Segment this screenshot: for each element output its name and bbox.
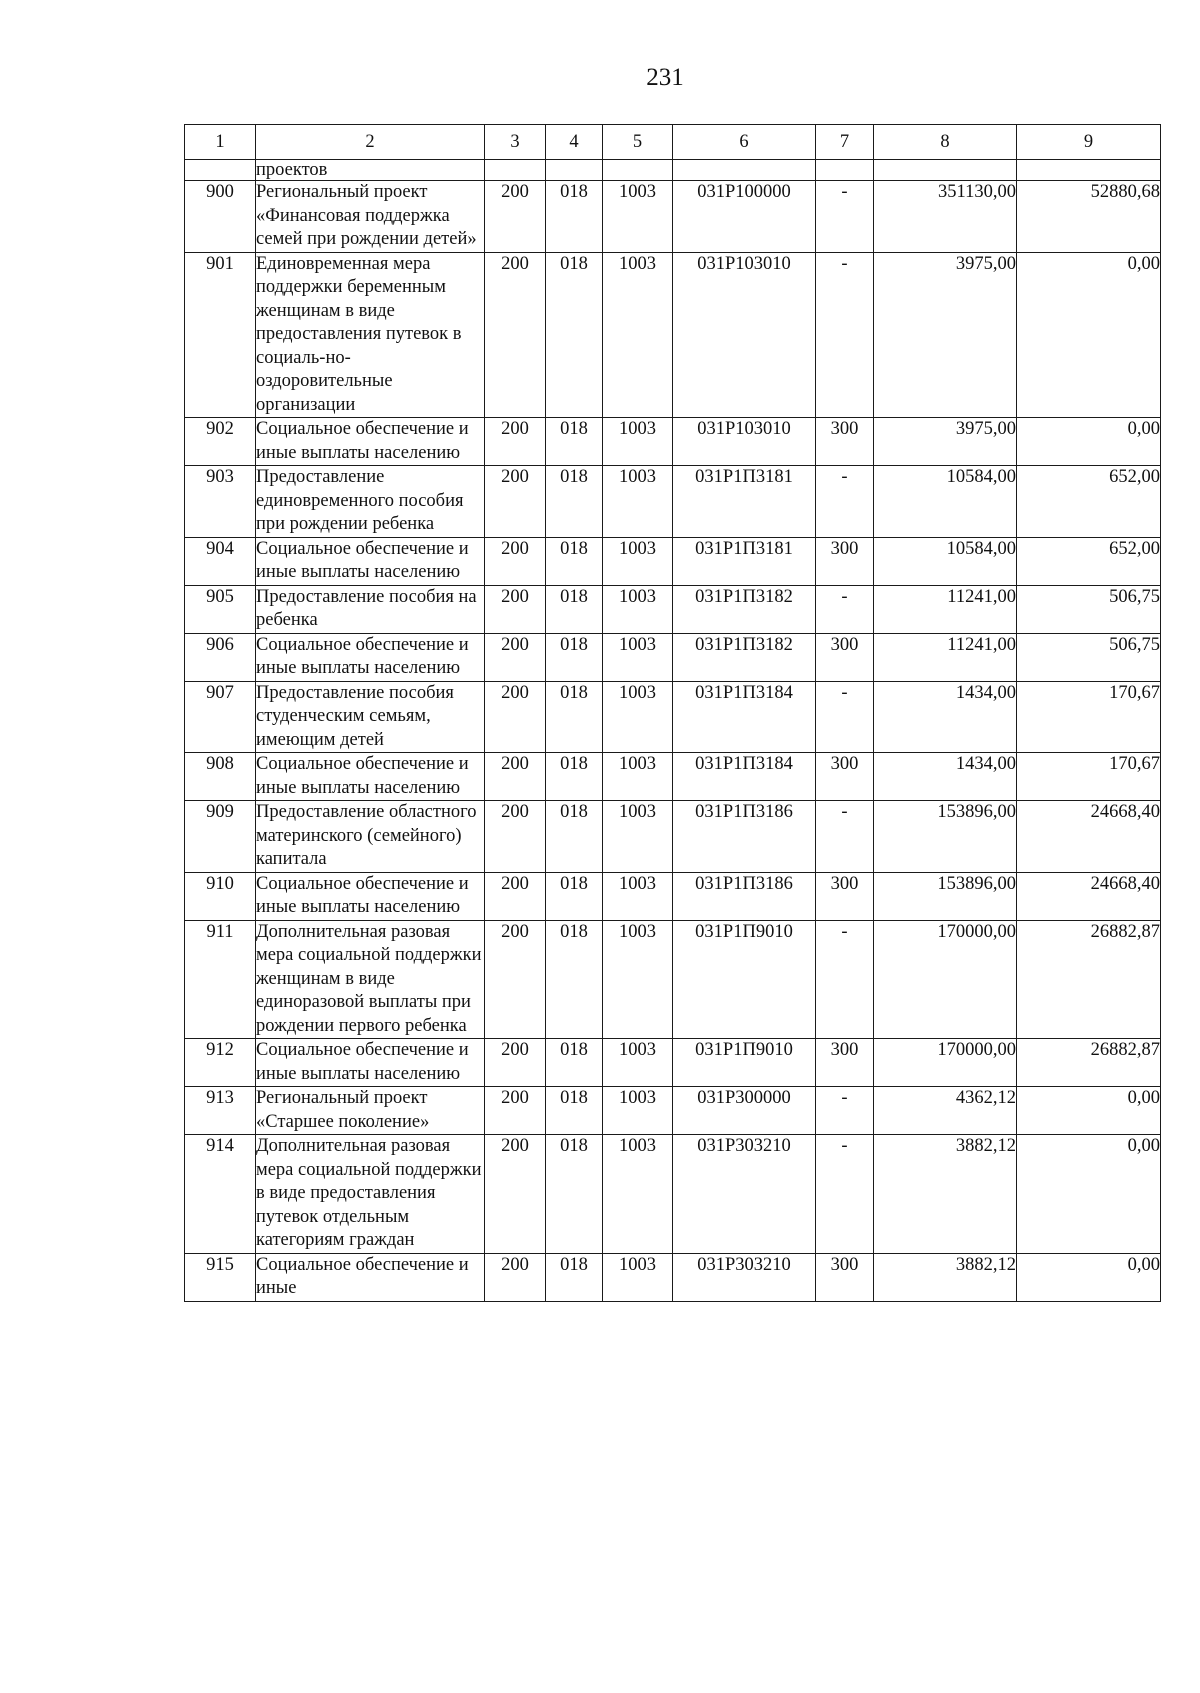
cell-subsection: 1003 [603, 753, 673, 801]
cell-name: Социальное обеспечение и иные [256, 1253, 485, 1301]
cell-subsection: 1003 [603, 418, 673, 466]
cell-name: Единовременная мера поддержки беременным женщинам в виде предоставления путевок в социаль-но-оздоровительные организации [256, 252, 485, 418]
cell-row-number: 906 [185, 633, 256, 681]
cell-target-article: 031P303210 [673, 1135, 816, 1254]
cell-subsection: 1003 [603, 1135, 673, 1254]
cell-target-article: 031P1П3186 [673, 872, 816, 920]
cell-name: Социальное обеспечение и иные выплаты населению [256, 633, 485, 681]
table-row [185, 252, 1161, 418]
cell-target-article: 031P1П9010 [673, 1039, 816, 1087]
cell-executed-amount: 506,75 [1017, 633, 1161, 681]
cell-expense-type: 300 [816, 1253, 874, 1301]
cell-plan-amount: 3882,12 [874, 1135, 1017, 1254]
cell-section: 200 [485, 585, 546, 633]
cell-executed-amount: 652,00 [1017, 537, 1161, 585]
cell-section: 200 [485, 252, 546, 418]
cell-target-article: 031P1П9010 [673, 920, 816, 1039]
cell-row-number: 900 [185, 181, 256, 253]
cell-subsection: 1003 [603, 466, 673, 538]
table-row [185, 681, 1161, 753]
header-cell: 9 [1017, 125, 1161, 160]
cell-row-number: 913 [185, 1087, 256, 1135]
cell-code: 018 [546, 753, 603, 801]
cell-subsection: 1003 [603, 252, 673, 418]
budget-table [184, 124, 1161, 1302]
cell-expense-type: - [816, 181, 874, 253]
cell-code: 018 [546, 1087, 603, 1135]
cell-code: 018 [546, 1253, 603, 1301]
cell-target-article: 031P100000 [673, 181, 816, 253]
cell-name: Предоставление пособия студенческим семьям, имеющим детей [256, 681, 485, 753]
cell-executed-amount: 652,00 [1017, 466, 1161, 538]
cell-row-number: 912 [185, 1039, 256, 1087]
cell-target-article: 031P303210 [673, 1253, 816, 1301]
cell-executed-amount: 52880,68 [1017, 181, 1161, 253]
table-row [185, 466, 1161, 538]
cell-target-article: 031P1П3182 [673, 585, 816, 633]
cell-plan-amount: 153896,00 [874, 801, 1017, 873]
cell-row-number: 911 [185, 920, 256, 1039]
cell-expense-type: - [816, 466, 874, 538]
cell-section: 200 [485, 1135, 546, 1254]
cell-executed-amount: 506,75 [1017, 585, 1161, 633]
cell-executed-amount: 170,67 [1017, 753, 1161, 801]
cell-row-number: 908 [185, 753, 256, 801]
cell-code: 018 [546, 537, 603, 585]
cell-row-number: 905 [185, 585, 256, 633]
cell-code: 018 [546, 1135, 603, 1254]
cell-executed-amount: 0,00 [1017, 1087, 1161, 1135]
cell-expense-type: - [816, 252, 874, 418]
cell-section: 200 [485, 181, 546, 253]
table-row [185, 801, 1161, 873]
table-row [185, 1253, 1161, 1301]
continuation-text: проектов [256, 160, 485, 181]
cell-code: 018 [546, 181, 603, 253]
cell-name: Дополнительная разовая мера социальной поддержки в виде предоставления путевок отдельным категориям граждан [256, 1135, 485, 1254]
header-cell: 4 [546, 125, 603, 160]
table-row [185, 537, 1161, 585]
page-number: 231 [646, 64, 684, 91]
header-cell: 2 [256, 125, 485, 160]
cell-executed-amount: 0,00 [1017, 252, 1161, 418]
table-row [185, 920, 1161, 1039]
cell-section: 200 [485, 1253, 546, 1301]
cell-section: 200 [485, 681, 546, 753]
cell-plan-amount: 170000,00 [874, 1039, 1017, 1087]
cell-section: 200 [485, 801, 546, 873]
cell-row-number: 914 [185, 1135, 256, 1254]
cell-executed-amount: 26882,87 [1017, 1039, 1161, 1087]
cell-expense-type: 300 [816, 537, 874, 585]
cell-name: Региональный проект «Старшее поколение» [256, 1087, 485, 1135]
cell-name: Социальное обеспечение и иные выплаты населению [256, 1039, 485, 1087]
cell-section: 200 [485, 753, 546, 801]
cell-row-number: 903 [185, 466, 256, 538]
cell-section: 200 [485, 537, 546, 585]
table-row [185, 1039, 1161, 1087]
cell-row-number: 901 [185, 252, 256, 418]
cell-name: Предоставление единовременного пособия при рождении ребенка [256, 466, 485, 538]
header-cell: 3 [485, 125, 546, 160]
table-row [185, 1087, 1161, 1135]
table-row [185, 633, 1161, 681]
cell-section: 200 [485, 872, 546, 920]
cell-expense-type: - [816, 585, 874, 633]
cell-name: Социальное обеспечение и иные выплаты населению [256, 872, 485, 920]
cell-code: 018 [546, 418, 603, 466]
cell-code: 018 [546, 633, 603, 681]
header-cell: 6 [673, 125, 816, 160]
header-cell: 7 [816, 125, 874, 160]
cell-num [185, 160, 256, 181]
cell-target-article: 031P1П3184 [673, 681, 816, 753]
table-row [185, 872, 1161, 920]
continuation-row [185, 160, 1161, 181]
cell-plan-amount: 1434,00 [874, 681, 1017, 753]
cell-target-article: 031P1П3186 [673, 801, 816, 873]
cell-expense-type: 300 [816, 872, 874, 920]
cell-row-number: 915 [185, 1253, 256, 1301]
cell-section: 200 [485, 466, 546, 538]
cell-subsection: 1003 [603, 633, 673, 681]
cell-expense-type: - [816, 920, 874, 1039]
table-row [185, 753, 1161, 801]
cell-plan-amount: 3882,12 [874, 1253, 1017, 1301]
cell-subsection: 1003 [603, 801, 673, 873]
cell-row-number: 910 [185, 872, 256, 920]
header-cell: 5 [603, 125, 673, 160]
cell-expense-type: 300 [816, 1039, 874, 1087]
cell-plan-amount: 170000,00 [874, 920, 1017, 1039]
cell-subsection: 1003 [603, 537, 673, 585]
cell-plan-amount: 4362,12 [874, 1087, 1017, 1135]
cell-row-number: 902 [185, 418, 256, 466]
cell-subsection: 1003 [603, 872, 673, 920]
cell-plan-amount: 3975,00 [874, 252, 1017, 418]
cell-name: Социальное обеспечение и иные выплаты населению [256, 537, 485, 585]
cell-target-article: 031P300000 [673, 1087, 816, 1135]
cell-expense-type: - [816, 681, 874, 753]
cell-target-article: 031P103010 [673, 252, 816, 418]
cell-target-article: 031P1П3181 [673, 537, 816, 585]
cell-expense-type: - [816, 801, 874, 873]
cell-plan-amount: 10584,00 [874, 537, 1017, 585]
cell-name: Предоставление пособия на ребенка [256, 585, 485, 633]
cell-subsection: 1003 [603, 1253, 673, 1301]
cell-executed-amount: 26882,87 [1017, 920, 1161, 1039]
cell-executed-amount: 170,67 [1017, 681, 1161, 753]
cell-target-article: 031P1П3182 [673, 633, 816, 681]
cell-subsection: 1003 [603, 920, 673, 1039]
table-row [185, 585, 1161, 633]
cell-target-article: 031P1П3184 [673, 753, 816, 801]
cell-executed-amount: 24668,40 [1017, 801, 1161, 873]
cell-subsection: 1003 [603, 181, 673, 253]
cell-section: 200 [485, 1039, 546, 1087]
cell-code: 018 [546, 920, 603, 1039]
cell-name: Социальное обеспечение и иные выплаты населению [256, 753, 485, 801]
cell-plan-amount: 11241,00 [874, 585, 1017, 633]
cell-subsection: 1003 [603, 585, 673, 633]
cell-subsection: 1003 [603, 681, 673, 753]
cell-code: 018 [546, 1039, 603, 1087]
cell-plan-amount: 351130,00 [874, 181, 1017, 253]
cell-plan-amount: 3975,00 [874, 418, 1017, 466]
cell-expense-type: 300 [816, 753, 874, 801]
cell-code: 018 [546, 872, 603, 920]
cell-subsection: 1003 [603, 1039, 673, 1087]
cell-code: 018 [546, 466, 603, 538]
cell-code: 018 [546, 585, 603, 633]
cell-expense-type: - [816, 1135, 874, 1254]
cell-expense-type: - [816, 1087, 874, 1135]
cell-name: Социальное обеспечение и иные выплаты населению [256, 418, 485, 466]
cell-executed-amount: 0,00 [1017, 1135, 1161, 1254]
cell-executed-amount: 0,00 [1017, 1253, 1161, 1301]
cell-row-number: 909 [185, 801, 256, 873]
cell-code: 018 [546, 681, 603, 753]
cell-section: 200 [485, 418, 546, 466]
header-row [185, 125, 1161, 160]
cell-plan-amount: 10584,00 [874, 466, 1017, 538]
cell-target-article: 031P1П3181 [673, 466, 816, 538]
cell-name: Дополнительная разовая мера социальной поддержки женщинам в виде единоразовой выплаты при рождении первого ребенка [256, 920, 485, 1039]
cell-target-article: 031P103010 [673, 418, 816, 466]
cell-row-number: 904 [185, 537, 256, 585]
cell-code: 018 [546, 252, 603, 418]
cell-plan-amount: 153896,00 [874, 872, 1017, 920]
cell-plan-amount: 11241,00 [874, 633, 1017, 681]
cell-subsection: 1003 [603, 1087, 673, 1135]
cell-section: 200 [485, 1087, 546, 1135]
cell-section: 200 [485, 920, 546, 1039]
header-cell: 8 [874, 125, 1017, 160]
table-row [185, 418, 1161, 466]
cell-name: Предоставление областного материнского (семейного) капитала [256, 801, 485, 873]
header-cell: 1 [185, 125, 256, 160]
table-row [185, 181, 1161, 253]
cell-expense-type: 300 [816, 418, 874, 466]
cell-expense-type: 300 [816, 633, 874, 681]
cell-name: Региональный проект «Финансовая поддержка семей при рождении детей» [256, 181, 485, 253]
cell-executed-amount: 0,00 [1017, 418, 1161, 466]
cell-section: 200 [485, 633, 546, 681]
cell-code: 018 [546, 801, 603, 873]
cell-executed-amount: 24668,40 [1017, 872, 1161, 920]
cell-row-number: 907 [185, 681, 256, 753]
cell-plan-amount: 1434,00 [874, 753, 1017, 801]
table-row [185, 1135, 1161, 1254]
